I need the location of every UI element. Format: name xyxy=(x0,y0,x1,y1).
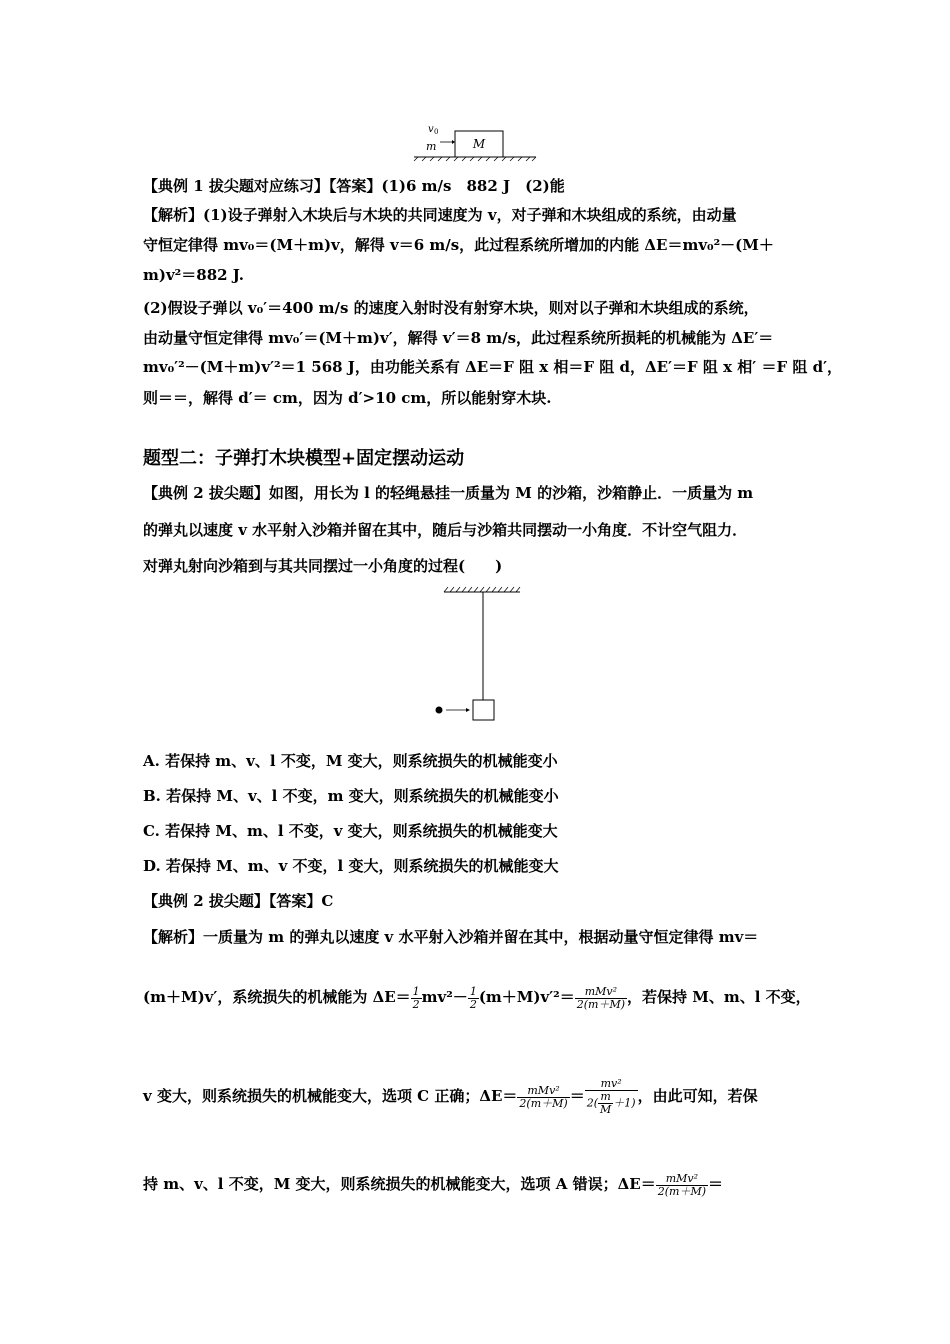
velocity-label: v xyxy=(428,124,434,135)
sandbox xyxy=(473,700,494,720)
example2-analysis-formula-line: (m＋M)v′，系统损失的机械能为 ΔE＝ $\frac{1}{2}$ mv²－ $\frac{1}{2}$ (m＋M)v′²＝ $\frac{\text{mMv²}}{2(m+M)}$ ，若保持 M、m、l 不变， xyxy=(143,984,811,1011)
example1-analysis-line: m)v²＝882 J. xyxy=(143,266,244,284)
half-fraction: $\frac{1}{2}$ xyxy=(412,984,420,1011)
example2-analysis-line: 【解析】一质量为 m 的弹丸以速度 v 水平射入沙箱并留在其中，根据动量守恒定律得 mv＝ xyxy=(143,928,759,946)
option-c: C. 若保持 M、m、l 不变，v 变大，则系统损失的机械能变大 xyxy=(143,822,558,840)
half-fraction: $\frac{1}{2}$ xyxy=(469,984,477,1011)
example1-answer-title: 【典例 1 拔尖题对应练习】【答案】(1)6 m/s 882 J (2)能 xyxy=(143,177,565,195)
option-d: D. 若保持 M、m、v 不变，l 变大，则系统损失的机械能变大 xyxy=(143,857,559,875)
energy-loss-fraction: $\frac{\text{mMv²}}{2(m+M)}$ xyxy=(657,1171,706,1198)
option-b: B. 若保持 M、v、l 不变，m 变大，则系统损失的机械能变小 xyxy=(143,787,559,805)
bullet-block-figure xyxy=(412,120,540,162)
example2-question-line: 的弹丸以速度 v 水平射入沙箱并留在其中，随后与沙箱共同摆动一小角度．不计空气阻力． xyxy=(143,521,748,539)
mass-ratio-fraction: $\frac{m}{M}$ xyxy=(600,1090,612,1116)
example2-answer: 【典例 2 拔尖题】【答案】C xyxy=(143,892,334,910)
example1-analysis-line: mv₀′²－(M＋m)v′²＝1 568 J，由功能关系有 ΔE＝F 阻 x 相＝F 阻 d，ΔE′＝F 阻 x 相′ ＝F 阻 d′， xyxy=(143,358,843,376)
velocity-subscript: 0 xyxy=(434,128,439,136)
bullet-dot xyxy=(436,707,443,714)
example2-analysis-formula-line: 持 m、v、l 不变，M 变大，则系统损失的机械能变大，选项 A 错误；ΔE＝ $\frac{\text{mMv²}}{2(m+M)}$ ＝ xyxy=(143,1171,724,1198)
nested-fraction: mv² 2( $\frac{m}{M}$ ＋1) xyxy=(586,1077,636,1116)
pendulum-figure xyxy=(430,584,526,726)
example2-question-line: 对弹丸射向沙箱到与其共同摆过一小角度的过程( ) xyxy=(143,557,503,575)
example1-analysis-line: 【解析】(1)设子弹射入木块后与木块的共同速度为 v，对子弹和木块组成的系统，由动量 xyxy=(143,206,737,224)
bullet-mass-label: m xyxy=(426,140,437,153)
example2-analysis-formula-line: v 变大，则系统损失的机械能变大，选项 C 正确；ΔE＝ $\frac{\text{mMv²}}{2(m+M)}$ ＝ mv² 2( $\frac{m}{M}$ ＋1) ，由此可知，若保 xyxy=(143,1077,758,1116)
example1-analysis-line: 守恒定律得 mv₀＝(M＋m)v，解得 v＝6 m/s，此过程系统所增加的内能 ΔE＝mv₀²－(M＋ xyxy=(143,236,774,254)
example2-question-line: 【典例 2 拔尖题】如图，用长为 l 的轻绳悬挂一质量为 M 的沙箱，沙箱静止．一质量为 m xyxy=(143,484,754,502)
example1-analysis-line: (2)假设子弹以 v₀′＝400 m/s 的速度入射时没有射穿木块，则对以子弹和木块组成的系统， xyxy=(143,299,759,317)
block-mass-label: M xyxy=(472,137,486,151)
ground-hatching xyxy=(414,157,536,161)
energy-loss-fraction: $\frac{\text{mMv²}}{2(m+M)}$ xyxy=(519,1083,568,1110)
option-a: A. 若保持 m、v、l 不变，M 变大，则系统损失的机械能变小 xyxy=(143,752,558,770)
example1-analysis-line: 则＝＝，解得 d′＝ cm，因为 d′>10 cm，所以能射穿木块. xyxy=(143,389,552,407)
ceiling-hatching xyxy=(444,587,520,592)
example1-analysis-line: 由动量守恒定律得 mv₀′＝(M＋m)v′，解得 v′＝8 m/s，此过程系统所损耗的机械能为 ΔE′＝ xyxy=(143,329,774,347)
energy-loss-fraction: $\frac{\text{mMv²}}{2(m+M)}$ xyxy=(576,984,626,1011)
arrow-head-icon xyxy=(466,708,470,712)
section-heading: 题型二：子弹打木块模型+固定摆动运动 xyxy=(143,448,465,469)
